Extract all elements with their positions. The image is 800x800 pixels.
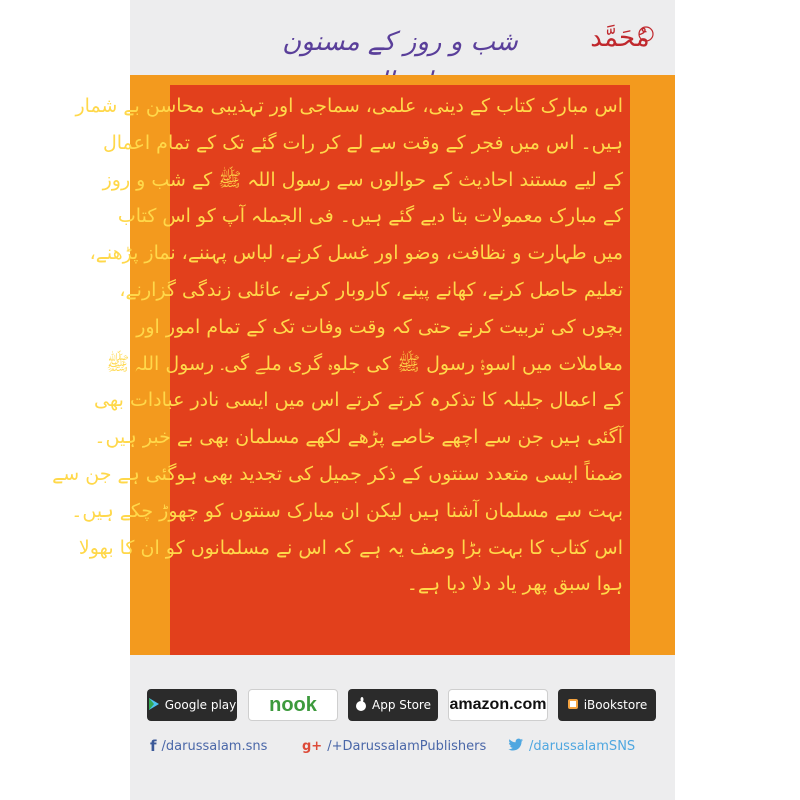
twitter-link[interactable] [508, 736, 635, 756]
book-description [52, 88, 623, 653]
apple-icon [355, 697, 367, 714]
description-line: بچوں کی تربیت کرنے حتی کہ وقت وفات تک کے تمام امور اور [136, 315, 623, 338]
google-plus-link[interactable] [302, 736, 486, 756]
google-play-badge [147, 689, 237, 721]
ibookstore-label: iBookstore [583, 698, 648, 712]
facebook-link[interactable] [150, 736, 267, 756]
app-store-badge [348, 689, 438, 721]
book-icon [567, 698, 579, 713]
description-line: تعلیم حاصل کرنے، کھانے پینے، کاروبار کرنے، عائلی زندگی گزارنے، [119, 278, 623, 301]
description-line: کے لیے مستند احادیث کے حوالوں سے رسول اللہ ﷺ کے شب و روز [102, 168, 623, 191]
facebook-handle: /darussalam.sns [161, 738, 268, 754]
play-triangle-icon [148, 697, 160, 714]
description-line: ہیں۔ اس میں فجر کے وقت سے لے کر رات گئے تک کے تمام اعمال [102, 131, 623, 154]
description-line: اس مبارک کتاب کے دینی، علمی، سماجی اور تہذیبی محاسن بے شمار [75, 95, 623, 117]
google-play-label: Google play [164, 698, 237, 712]
description-line: کے مبارک معمولات بتا دیے گئے ہیں۔ فی الجملہ آپ کو اس کتاب [117, 205, 623, 228]
google-plus-icon: g+ [302, 738, 323, 754]
svg-text:مُحَمَّد: مُحَمَّد [590, 23, 650, 53]
description-line: کے اعمال جلیلہ کا تذکرہ کرتے کرتے اس میں ایسی نادر عبادات بھی [94, 389, 623, 412]
book-title: شب و روز کے مسنون [282, 27, 518, 57]
amazon-badge [448, 689, 548, 721]
description-line: بہت سے مسلمان آشنا ہیں لیکن ان مبارک سنتوں کو چھوڑ چکے ہیں۔ [71, 499, 623, 522]
description-line: ہوا سبق پھر یاد دلا دیا ہے۔ [406, 573, 623, 596]
twitter-handle: /darussalamSNS [529, 738, 636, 754]
facebook-icon: f [150, 737, 157, 755]
cover-footer [130, 655, 675, 800]
app-store-label: App Store [372, 698, 431, 712]
google-plus-handle: /+DarussalamPublishers [327, 738, 487, 754]
description-line: آگئی ہیں جن سے اچھے خاصے پڑھے لکھے مسلمان بھی بے خبر ہیں۔ [94, 426, 623, 449]
twitter-bird-icon [508, 738, 524, 755]
description-line: اس کتاب کا بہت بڑا وصف یہ ہے کہ اس نے مسلمانوں کو ان کا بھولا [78, 536, 623, 559]
description-line: میں طہارت و نظافت، وضو اور غسل کرنے، لباس پہننے، نماز پڑھنے، [89, 242, 623, 265]
muhammad-calligraphy-logo [580, 14, 660, 60]
description-line: معاملات میں اسوۂ رسول ﷺ کی جلوہ گری ملے گی۔ رسول اللہ ﷺ [106, 352, 623, 375]
ibookstore-badge [558, 689, 656, 721]
amazon-label: amazon.com [449, 696, 547, 713]
description-line: ضمناً ایسی متعدد سنتوں کے ذکر جمیل کی تجدید بھی ہوگئی ہے جن سے [52, 462, 623, 485]
nook-badge [248, 689, 338, 721]
nook-label: nook [269, 693, 317, 716]
